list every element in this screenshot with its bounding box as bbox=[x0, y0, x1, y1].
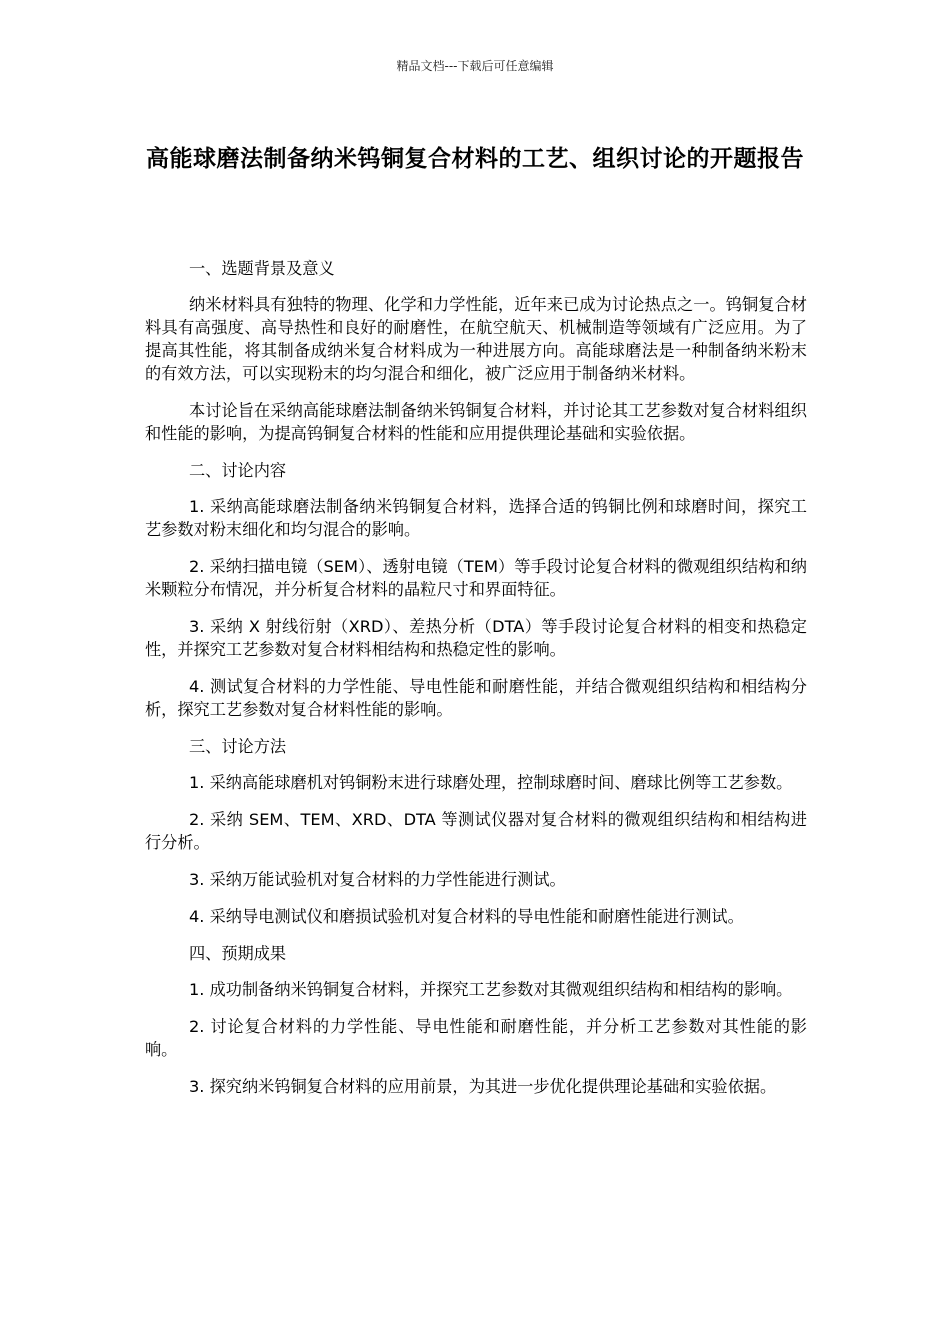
page-title: 高能球磨法制备纳米钨铜复合材料的工艺、组织讨论的开题报告 bbox=[146, 146, 804, 172]
list-item: 2. 采纳扫描电镜（SEM）、透射电镜（TEM）等手段讨论复合材料的微观组织结构和纳米颗粒分布情况，并分析复合材料的晶粒尺寸和界面特征。 bbox=[145, 557, 807, 599]
list-item: 3. 采纳 X 射线衍射（XRD）、差热分析（DTA）等手段讨论复合材料的相变和热稳定性，并探究工艺参数对复合材料相结构和热稳定性的影响。 bbox=[145, 617, 807, 659]
list-item: 4. 采纳导电测试仪和磨损试验机对复合材料的导电性能和耐磨性能进行测试。 bbox=[189, 907, 744, 926]
list-item: 3. 探究纳米钨铜复合材料的应用前景，为其进一步优化提供理论基础和实验依据。 bbox=[189, 1077, 777, 1096]
section-heading: 三、讨论方法 bbox=[189, 737, 287, 756]
section-heading: 二、讨论内容 bbox=[189, 461, 287, 480]
header-note: 精品文档---下载后可任意编辑 bbox=[396, 59, 554, 73]
list-item: 1. 成功制备纳米钨铜复合材料，并探究工艺参数对其微观组织结构和相结构的影响。 bbox=[189, 980, 793, 999]
section-heading: 一、选题背景及意义 bbox=[189, 259, 335, 278]
list-item: 1. 采纳高能球磨法制备纳米钨铜复合材料，选择合适的钨铜比例和球磨时间，探究工艺参数对粉末细化和均匀混合的影响。 bbox=[145, 497, 807, 539]
section-heading: 四、预期成果 bbox=[189, 944, 287, 963]
list-item: 2. 讨论复合材料的力学性能、导电性能和耐磨性能，并分析工艺参数对其性能的影响。 bbox=[145, 1017, 807, 1059]
paragraph: 纳米材料具有独特的物理、化学和力学性能，近年来已成为讨论热点之一。钨铜复合材料具有高强度、高导热性和良好的耐磨性，在航空航天、机械制造等领域有广泛应用。为了提高其性能，将其制备成纳米复合材料成为一种进展方向。高能球磨法是一种制备纳米粉末的有效方法，可以实现粉末的均匀混合和细化，被广泛应用于制备纳米材料。 bbox=[145, 295, 807, 383]
document-body bbox=[145, 257, 807, 1112]
paragraph: 本讨论旨在采纳高能球磨法制备纳米钨铜复合材料，并讨论其工艺参数对复合材料组织和性能的影响，为提高钨铜复合材料的性能和应用提供理论基础和实验依据。 bbox=[145, 401, 807, 443]
list-item: 1. 采纳高能球磨机对钨铜粉末进行球磨处理，控制球磨时间、磨球比例等工艺参数。 bbox=[189, 773, 793, 792]
list-item: 2. 采纳 SEM、TEM、XRD、DTA 等测试仪器对复合材料的微观组织结构和相结构进行分析。 bbox=[145, 810, 807, 852]
list-item: 4. 测试复合材料的力学性能、导电性能和耐磨性能，并结合微观组织结构和相结构分析，探究工艺参数对复合材料性能的影响。 bbox=[145, 677, 807, 719]
list-item: 3. 采纳万能试验机对复合材料的力学性能进行测试。 bbox=[189, 870, 566, 889]
